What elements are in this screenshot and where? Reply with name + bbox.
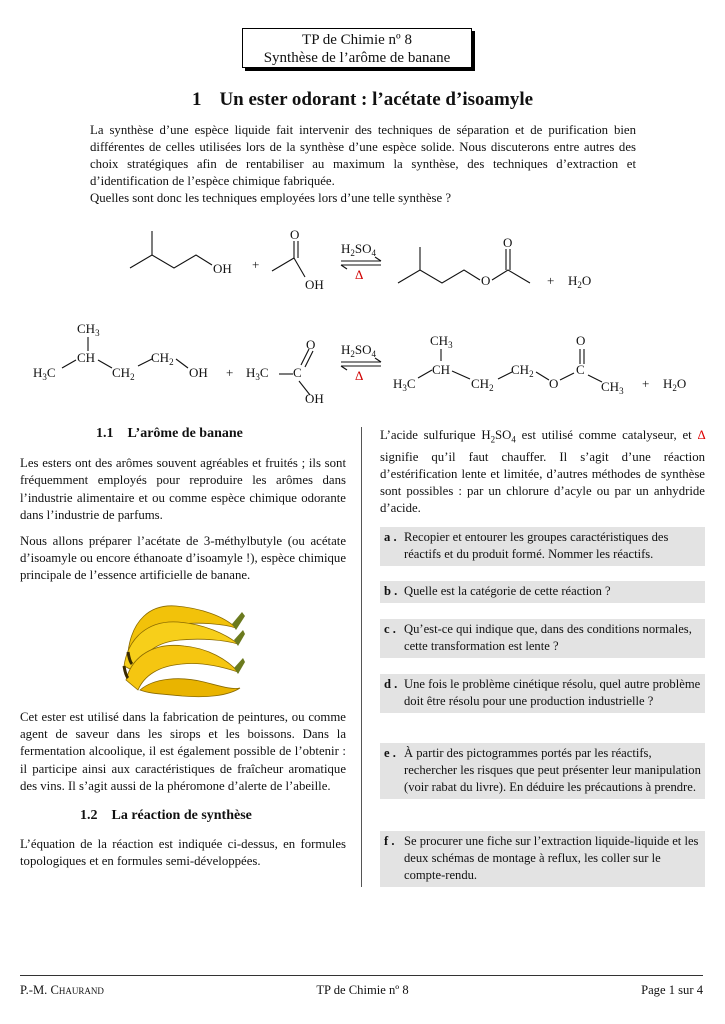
plus-sign: + — [642, 376, 650, 391]
o-label: O — [290, 227, 300, 242]
question-label: e . — [384, 746, 396, 760]
ch2-label: $CH_2$ — [471, 376, 494, 393]
ch3-label: $CH_3$ — [430, 333, 453, 350]
plus-sign: + — [547, 273, 555, 288]
question-text: Une fois le problème cinétique résolu, quel autre problème doit être résolu pour une production industrielle ? — [404, 677, 701, 708]
h3c-label: $H_3C$ — [246, 365, 269, 382]
c-label: C — [576, 362, 585, 377]
c-label: C — [293, 365, 302, 380]
subsection-1-1-heading — [96, 425, 346, 442]
question-d — [380, 674, 705, 713]
h3c-label: $H_3C$ — [33, 365, 56, 382]
o-label: O — [481, 273, 491, 288]
question-text: À partir des pictogrammes portés par les réactifs, rechercher les risques que peut présenter leur manipulation (voir rabat du livre). En déduire les précautions à prendre. — [404, 746, 701, 794]
question-a — [380, 527, 705, 566]
water-label: $H_2O$ — [568, 273, 592, 290]
o-label: O — [306, 337, 316, 352]
title-box — [242, 28, 472, 68]
delta-symbol: Δ — [355, 368, 364, 383]
paragraph-catalyst: L’acide sulfurique $H_2SO_4$ est utilisé comme catalyseur, et Δ signifie qu’il faut chauffer. Il s’agit d’une réaction d’estérification lente et limitée, d’autres méthodes de synthèse sont possibles : par un chlorure d’acyle ou par un anhydride d’acide. — [380, 428, 705, 516]
section-title: Un ester odorant : l’acétate d’isoamyle — [219, 89, 534, 110]
o-label: O — [549, 376, 559, 391]
footer-author: P.-M. Chaurand — [20, 983, 104, 997]
intro-text: La synthèse d’une espèce liquide fait intervenir des techniques de séparation et de purification bien différentes de celles utilisées lors de la synthèse d’une espèce solide. Nous discuterons entre autres des choix stratégiques afin de rentabiliser au maximum la synthèse, des techniques d’extraction et d’identification de l’espèce chimique fabriquée. — [90, 123, 636, 188]
question-text: Quelle est la catégorie de cette réaction ? — [404, 584, 611, 598]
plus-sign: + — [226, 365, 234, 380]
paragraph-acetate: Nous allons préparer l’acétate de 3-méthylbutyle (ou acétate d’isoamyle ou encore éthanoate d’isoamyle !), espèce chimique principale de l’essence artificielle de banane. — [20, 534, 346, 583]
section-1-heading — [0, 89, 725, 111]
left-column-lower — [20, 709, 346, 871]
intro-paragraph — [90, 122, 636, 207]
question-text: Recopier et entourer les groupes caractéristiques des réactifs et du produit formé. Nommer les réactifs. — [404, 530, 669, 561]
question-label: a . — [384, 530, 397, 544]
reaction-scheme — [0, 225, 725, 415]
question-f — [380, 831, 705, 887]
question-label: f . — [384, 834, 395, 848]
paragraph-equation: L’équation de la réaction est indiquée ci-dessus, en formules topologiques et en formules semi-développées. — [20, 837, 346, 869]
paragraph-uses: Cet ester est utilisé dans la fabrication de peintures, ou comme agent de saveur dans les sirops et les boissons. Dans la fermentation alcoolique, il est également possible de l’obtenir : il participe ainsi aux caractéristiques de fraîcheur aromatique des vins. Il s’agit aussi de la phéromone d’alerte de l’abeille. — [20, 710, 346, 793]
ch2-label: $CH_2$ — [511, 362, 534, 379]
ch-label: CH — [432, 362, 451, 377]
oh-label: OH — [213, 261, 232, 276]
subsection-number: 1.2 — [80, 808, 98, 824]
question-c — [380, 619, 705, 658]
catalyst-label: $H_2SO_4$ — [341, 342, 377, 359]
banana-image — [120, 590, 245, 700]
question-label: b . — [384, 584, 398, 598]
catalyst-label: $H_2SO_4$ — [341, 241, 377, 258]
title-line-1: TP de Chimie nº 8 — [302, 32, 412, 48]
subsection-1-2-heading — [80, 807, 346, 824]
footer-page: Page 1 sur 4 — [641, 983, 703, 997]
ch3-label: $CH_3$ — [77, 321, 100, 338]
section-number: 1 — [191, 89, 202, 110]
question-text: Se procurer une fiche sur l’extraction liquide-liquide et les deux schémas de montage à reflux, les coller sur le compte-rendu. — [404, 834, 699, 882]
footer-rule — [20, 975, 703, 976]
delta-symbol: Δ — [697, 428, 705, 442]
o-label: O — [576, 333, 586, 348]
subsection-title: L’arôme de banane — [127, 426, 243, 441]
subsection-number: 1.1 — [96, 426, 114, 441]
ch3-label: $CH_3$ — [601, 379, 624, 396]
ch-label: CH — [77, 350, 96, 365]
question-label: d . — [384, 677, 398, 691]
h3c-label: $H_3C$ — [393, 376, 416, 393]
water-label: $H_2O$ — [663, 376, 687, 393]
ch2-label: $CH_2$ — [151, 350, 174, 367]
delta-symbol: Δ — [355, 267, 364, 282]
oh-label: OH — [305, 277, 324, 292]
ch2-label: $CH_2$ — [112, 365, 135, 382]
question-e — [380, 743, 705, 799]
subsection-title: La réaction de synthèse — [111, 808, 252, 824]
oh-label: OH — [189, 365, 208, 380]
left-column — [20, 425, 346, 585]
plus-sign: + — [252, 257, 260, 272]
title-line-2: Synthèse de l’arôme de banane — [263, 50, 451, 66]
paragraph-esters: Les esters ont des arômes souvent agréables et fruités ; ils sont fréquemment employés pour reproduire les arômes dans l’industrie alimentaire et ou comme espèce chimique odorante dans l’industrie de parfums. — [20, 456, 346, 522]
o-label: O — [503, 235, 513, 250]
question-text: Qu’est-ce qui indique que, dans des conditions normales, cette transformation est lente ? — [404, 622, 692, 653]
question-b — [380, 581, 705, 603]
question-label: c . — [384, 622, 396, 636]
oh-label: OH — [305, 391, 324, 406]
column-divider — [361, 427, 362, 887]
intro-question: Quelles sont donc les techniques employées lors d’une telle synthèse ? — [90, 191, 452, 205]
footer-title: TP de Chimie nº 8 — [316, 983, 409, 997]
right-column — [380, 427, 705, 882]
